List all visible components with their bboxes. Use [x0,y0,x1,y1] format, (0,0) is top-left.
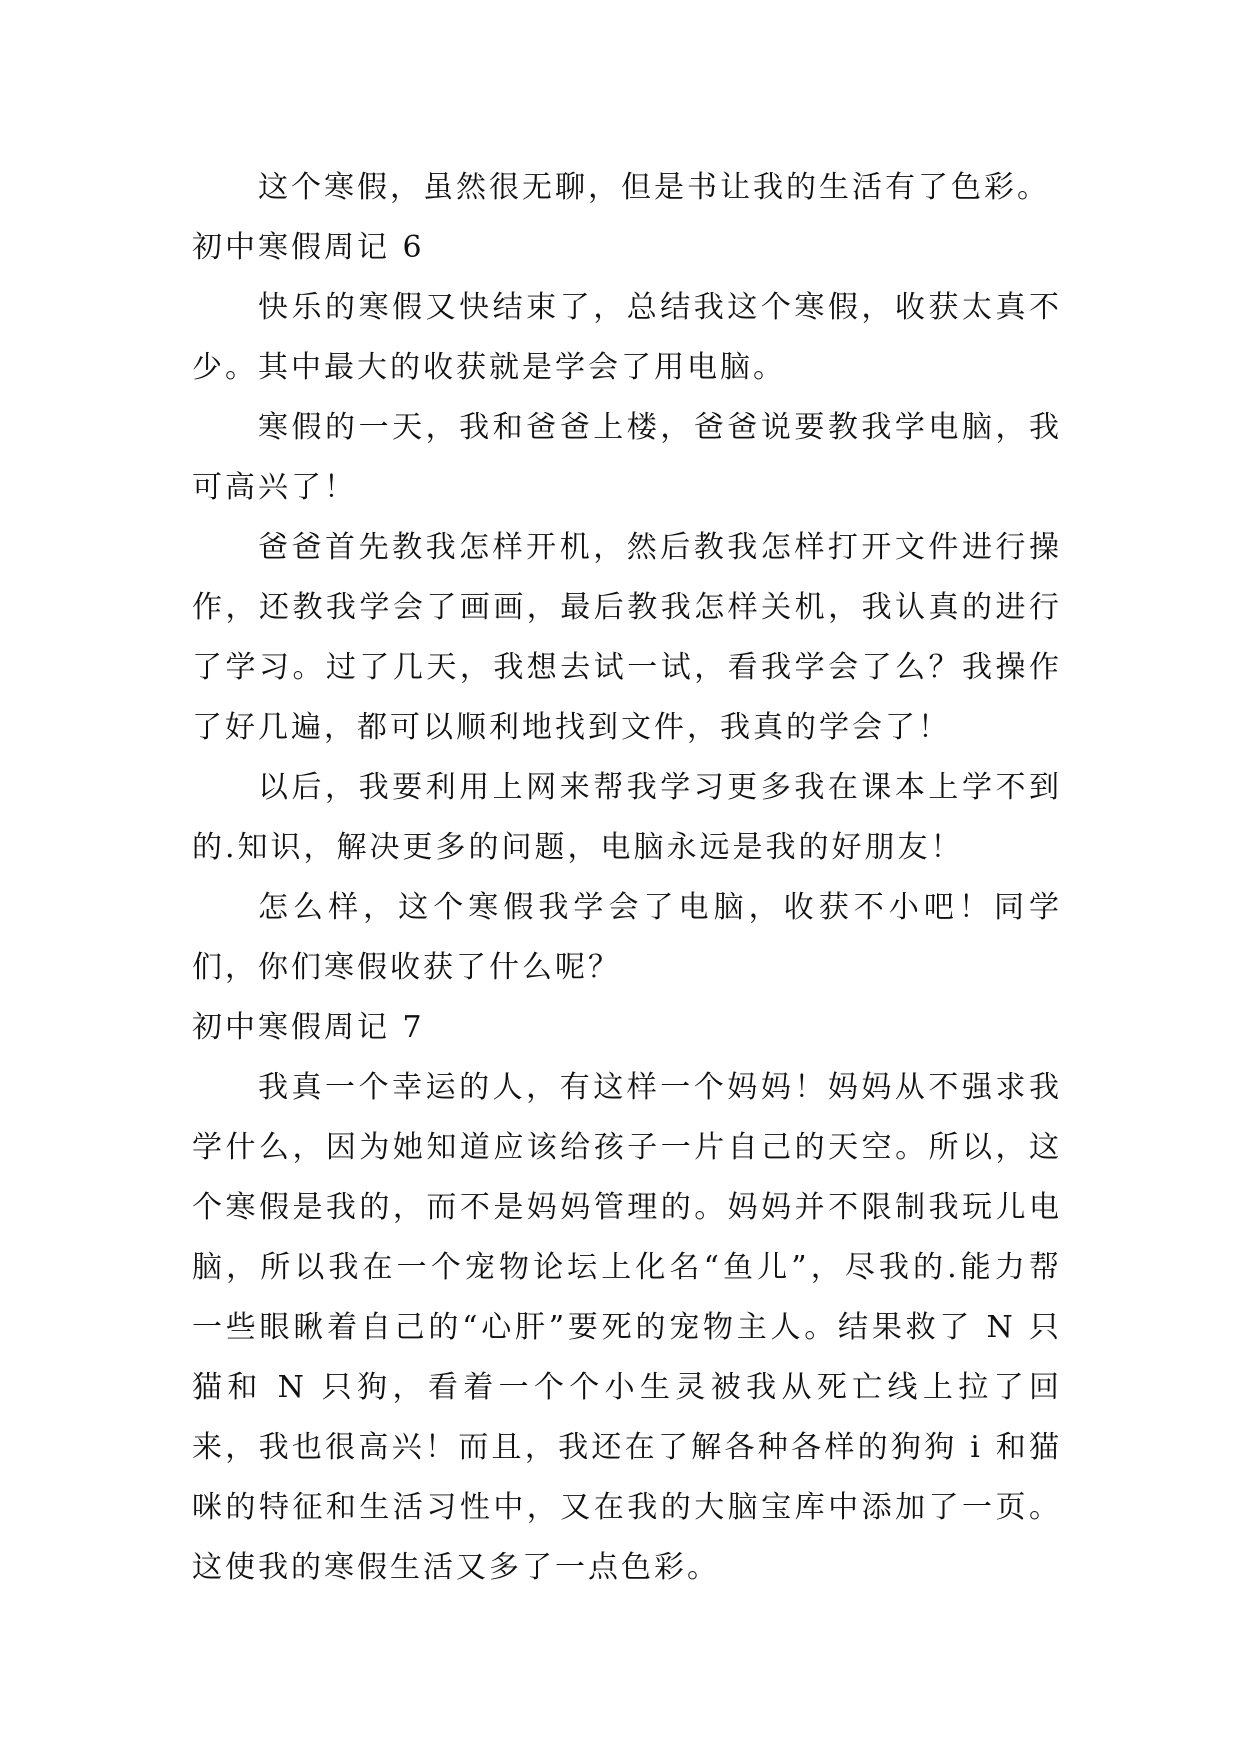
heading-week6: 初中寒假周记 6 [192,230,425,265]
heading-week7: 初中寒假周记 7 [192,1010,425,1045]
paragraph-week7-body: 我真一个幸运的人，有这样一个妈妈！妈妈从不强求我学什么，因为她知道应该给孩子一片自己的天空。所以，这个寒假是我的，而不是妈妈管理的。妈妈并不限制我玩儿电脑，所以我在一个宠物论坛上化名“鱼儿”，尽我的.能力帮一些眼瞅着自己的“心肝”要死的宠物主人。结果救了 N 只猫和 N 只狗，看着一个个小生灵被我从死亡线上拉了回来，我也很高兴！而且，我还在了解各种各样的狗狗 i 和猫咪的特征和生活习性中，又在我的大脑宝库中添加了一页。这使我的寒假生活又多了一点色彩。 [192,1070,1062,1585]
paragraph-week6-day: 寒假的一天，我和爸爸上楼，爸爸说要教我学电脑，我可高兴了！ [192,410,1062,505]
paragraph-week6-intro: 快乐的寒假又快结束了，总结我这个寒假，收获太真不少。其中最大的收获就是学会了用电脑。 [192,290,1062,385]
paragraph-closing-week5: 这个寒假，虽然很无聊，但是书让我的生活有了色彩。 [258,170,1050,205]
document-body [192,158,1062,1598]
paragraph-week6-future: 以后，我要利用上网来帮我学习更多我在课本上学不到的.知识，解决更多的问题，电脑永远是我的好朋友！ [192,770,1062,865]
paragraph-week6-closing: 怎么样，这个寒假我学会了电脑，收获不小吧！同学们，你们寒假收获了什么呢？ [192,890,1062,985]
paragraph-week6-lesson: 爸爸首先教我怎样开机，然后教我怎样打开文件进行操作，还教我学会了画画，最后教我怎样关机，我认真的进行了学习。过了几天，我想去试一试，看我学会了么？我操作了好几遍，都可以顺利地找到文件，我真的学会了！ [192,530,1062,745]
